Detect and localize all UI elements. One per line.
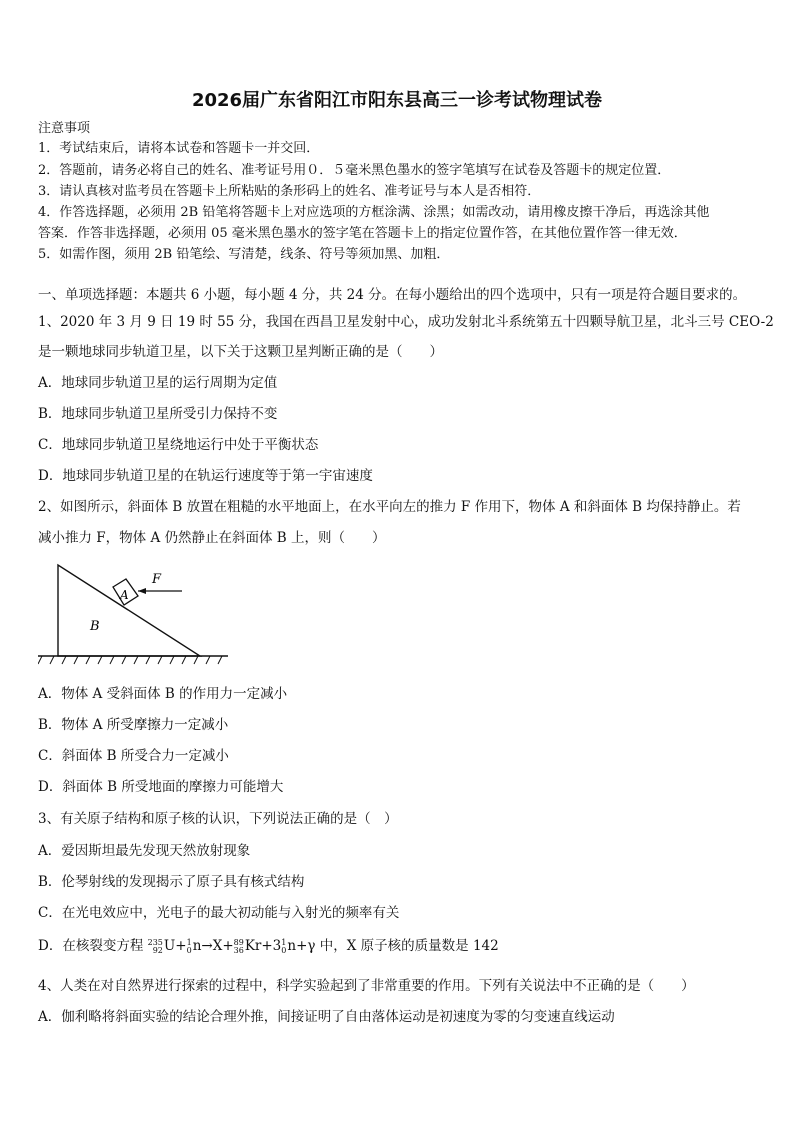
q2-stem-line1: 2、如图所示，斜面体 B 放置在粗糙的水平地面上，在水平向左的推力 F 作用下，物体 A 和斜面体 B 均保持静止。若: [38, 499, 741, 515]
label-f: F: [152, 572, 162, 587]
q3-d-suffix: 中，X 原子核的质量数是 142: [319, 938, 499, 954]
q2-option-d: D．斜面体 B 所受地面的摩擦力可能增大: [38, 779, 284, 795]
n1-symbol: n: [192, 938, 202, 954]
page-title: 2026届广东省阳江市阳东县高三一诊考试物理试卷: [191, 90, 603, 111]
q2-option-c: C．斜面体 B 所受合力一定减小: [38, 748, 229, 764]
q1-stem-line1: 1、2020 年 3 月 9 日 19 时 55 分，我国在西昌卫星发射中心，成功发射北斗系统第五十四颗导航卫星，北斗三号 CEO-2: [38, 314, 774, 330]
q3-option-b: B．伦琴射线的发现揭示了原子具有核式结构: [38, 874, 305, 890]
q3-d-prefix: D．在核裂变方程: [38, 938, 144, 954]
kr-symbol: Kr+3: [244, 938, 282, 954]
force-arrowhead: [138, 588, 146, 594]
notice-item-4: 4．作答选择题，必须用 2B 铅笔将答题卡上对应选项的方框涂满、涂黑；如需改动，请用橡皮擦干净后，再选涂其他: [38, 205, 710, 220]
label-a: A: [120, 588, 129, 602]
q2-option-b: B．物体 A 所受摩擦力一定减小: [38, 717, 229, 733]
q2-option-a: A．物体 A 受斜面体 B 的作用力一定减小: [38, 686, 288, 702]
q3-option-a: A．爱因斯坦最先发现天然放射现象: [38, 843, 251, 859]
notice-heading: 注意事项: [38, 121, 91, 136]
q1-option-d: D．地球同步轨道卫星的在轨运行速度等于第一宇宙速度: [38, 468, 373, 484]
kr-mass-number: 89 36: [233, 937, 244, 955]
section-heading: 一、单项选择题：本题共 6 小题，每小题 4 分，共 24 分。在每小题给出的四个选项中，只有一项是符合题目要求的。: [38, 287, 747, 303]
q1-option-a: A．地球同步轨道卫星的运行周期为定值: [38, 375, 278, 391]
q3-option-c: C．在光电效应中，光电子的最大初动能与入射光的频率有关: [38, 905, 400, 921]
q4-stem: 4、人类在对自然界进行探索的过程中，科学实验起到了非常重要的作用。下列有关说法中不正确的是（ ）: [38, 978, 695, 994]
q1-stem-line2: 是一颗地球同步轨道卫星，以下关于这颗卫星判断正确的是（ ）: [38, 344, 443, 360]
q2-stem-line2: 减小推力 F，物体 A 仍然静止在斜面体 B 上，则（ ）: [38, 530, 386, 546]
notice-item-3: 3．请认真核对监考员在答题卡上所粘贴的条形码上的姓名、准考证号与本人是否相符．: [38, 184, 541, 199]
notice-item-5: 5．如需作图，须用 2B 铅笔绘、写清楚，线条、符号等须加黑、加粗．: [38, 247, 450, 262]
label-b: B: [90, 619, 100, 634]
ground-hatching: [38, 656, 222, 664]
q1-option-c: C．地球同步轨道卫星绕地运行中处于平衡状态: [38, 437, 319, 453]
notice-item-4-cont: 答案．作答非选择题，必须用 05 毫米黑色墨水的签字笔在答题卡上的指定位置作答，在其他位置作答一律无效．: [38, 226, 687, 241]
n1-mass-number: 1 0: [186, 937, 192, 955]
incline-diagram: [38, 560, 234, 672]
q1-option-b: B．地球同步轨道卫星所受引力保持不变: [38, 406, 278, 422]
u-symbol: U+: [163, 938, 187, 954]
reaction-arrow: →X+: [201, 938, 234, 954]
notice-item-1: 1．考试结束后，请将本试卷和答题卡一并交回．: [38, 141, 320, 156]
n2-mass-number: 1 0: [281, 937, 287, 955]
q4-option-a: A．伽利略将斜面实验的结论合理外推，间接证明了自由落体运动是初速度为零的匀变速直线运动: [38, 1009, 615, 1025]
notice-item-2: 2．答题前，请务必将自己的姓名、准考证号用０．５毫米黑色墨水的签字笔填写在试卷及答题卡的规定位置．: [38, 163, 671, 178]
u-mass-number: 235 92: [147, 937, 163, 955]
q3-option-d: [38, 937, 499, 955]
n2-symbol: n+γ: [287, 938, 316, 954]
incline-body-b: [58, 565, 200, 656]
q3-stem: 3、有关原子结构和原子核的认识，下列说法正确的是（ ）: [38, 811, 398, 827]
